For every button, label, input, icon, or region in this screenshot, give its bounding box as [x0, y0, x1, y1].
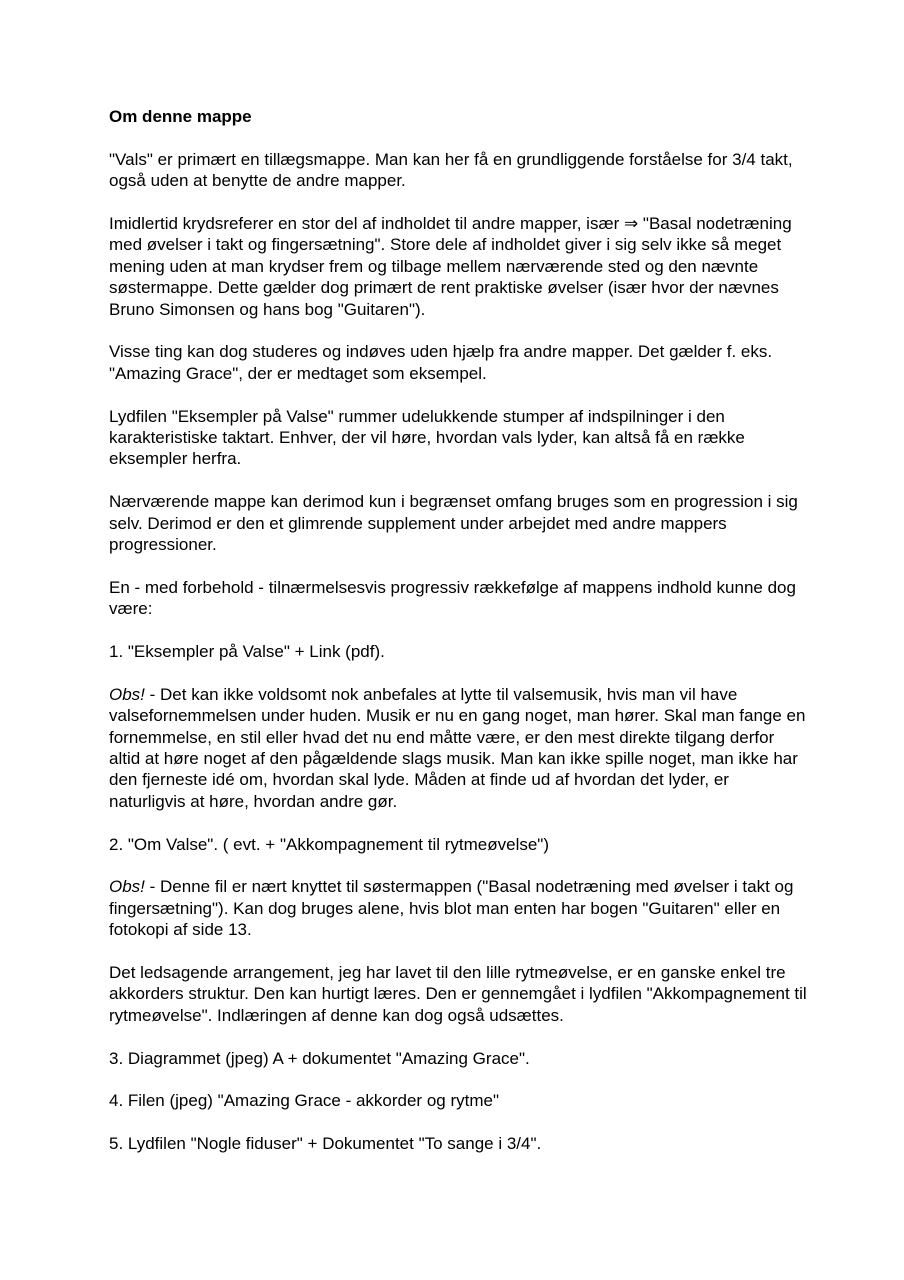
list-item-5: 5. Lydfilen "Nogle fiduser" + Dokumentet "To sange i 3/4". [109, 1134, 542, 1154]
obs-text: - Det kan ikke voldsomt nok anbefales at lytte til valsemusik, hvis man vil have valsefornemmelsen under huden. Musik er nu en gang noget, man hører. Skal man fange en fornemmelse, en stil eller hvad det nu end måtte være, er den mest direkte tilgang derfor altid at høre noget af den pågældende slags musik. Man kan ikke spille noget, man ikke har den fjerneste idé om, hvordan skal lyde. Måden at finde ud af hvordan det lyder, er naturligvis at høre, hvordan andre gør. [109, 684, 806, 811]
obs-note-2 [109, 876, 809, 940]
obs-label: Obs! [109, 877, 145, 897]
paragraph-order-intro: En - med forbehold - tilnærmelsesvis progressiv rækkefølge af mappens indhold kunne dog være: [109, 577, 796, 619]
paragraph-progression: Nærværende mappe kan derimod kun i begrænset omfang bruges som en progression i sig selv. Derimod er den et glimrende supplement under arbejdet med andre mappers progressioner. [109, 492, 798, 555]
list-item-3: 3. Diagrammet (jpeg) A + dokumentet "Amazing Grace". [109, 1048, 530, 1068]
paragraph-audio-examples: Lydfilen "Eksempler på Valse" rummer udelukkende stumper af indspilninger i den karakteristiske taktart. Enhver, der vil høre, hvordan vals lyder, kan altså få en række eksempler herfra. [109, 406, 745, 469]
list-item-2: 2. "Om Valse". ( evt. + "Akkompagnement til rytmeøvelse") [109, 834, 549, 854]
obs-label: Obs! [109, 684, 145, 704]
paragraph-arrangement: Det ledsagende arrangement, jeg har lavet til den lille rytmeøvelse, er en ganske enkel tre akkorders struktur. Den kan hurtigt læres. Den er gennemgået i lydfilen "Akkompagnement til rytmeøvelse". Indlæringen af denne kan dog også udsættes. [109, 963, 807, 1025]
document-page [109, 106, 809, 1176]
obs-text: - Denne fil er nært knyttet til søstermappen ("Basal nodetræning med øvelser i takt og fingersætning"). Kan dog bruges alene, hvis blot man enten har bogen "Guitaren" eller en fotokopi af side 13. [109, 877, 794, 940]
list-item-4: 4. Filen (jpeg) "Amazing Grace - akkorder og rytme" [109, 1091, 499, 1111]
obs-note-1 [109, 684, 809, 812]
list-item-1: 1. "Eksempler på Valse" + Link (pdf). [109, 642, 385, 662]
paragraph-standalone: Visse ting kan dog studeres og indøves uden hjælp fra andre mapper. Det gælder f. eks. "Amazing Grace", der er medtaget som eksempel. [109, 342, 773, 383]
paragraph-intro: "Vals" er primært en tillægsmappe. Man kan her få en grundliggende forståelse for 3/4 takt, også uden at benytte de andre mapper. [109, 149, 793, 191]
page-title: Om denne mappe [109, 107, 252, 126]
paragraph-crossreference: Imidlertid krydsreferer en stor del af indholdet til andre mapper, især ⇒ "Basal nodetræning med øvelser i takt og fingersætning". Store dele af indholdet giver i sig selv ikke så meget mening uden at man krydser frem og tilbage mellem nærværende sted og den nævnte søstermappe. Dette gælder dog primært de rent praktiske øvelser (især hvor der nævnes Bruno Simonsen og hans bog "Guitaren"). [109, 214, 792, 319]
